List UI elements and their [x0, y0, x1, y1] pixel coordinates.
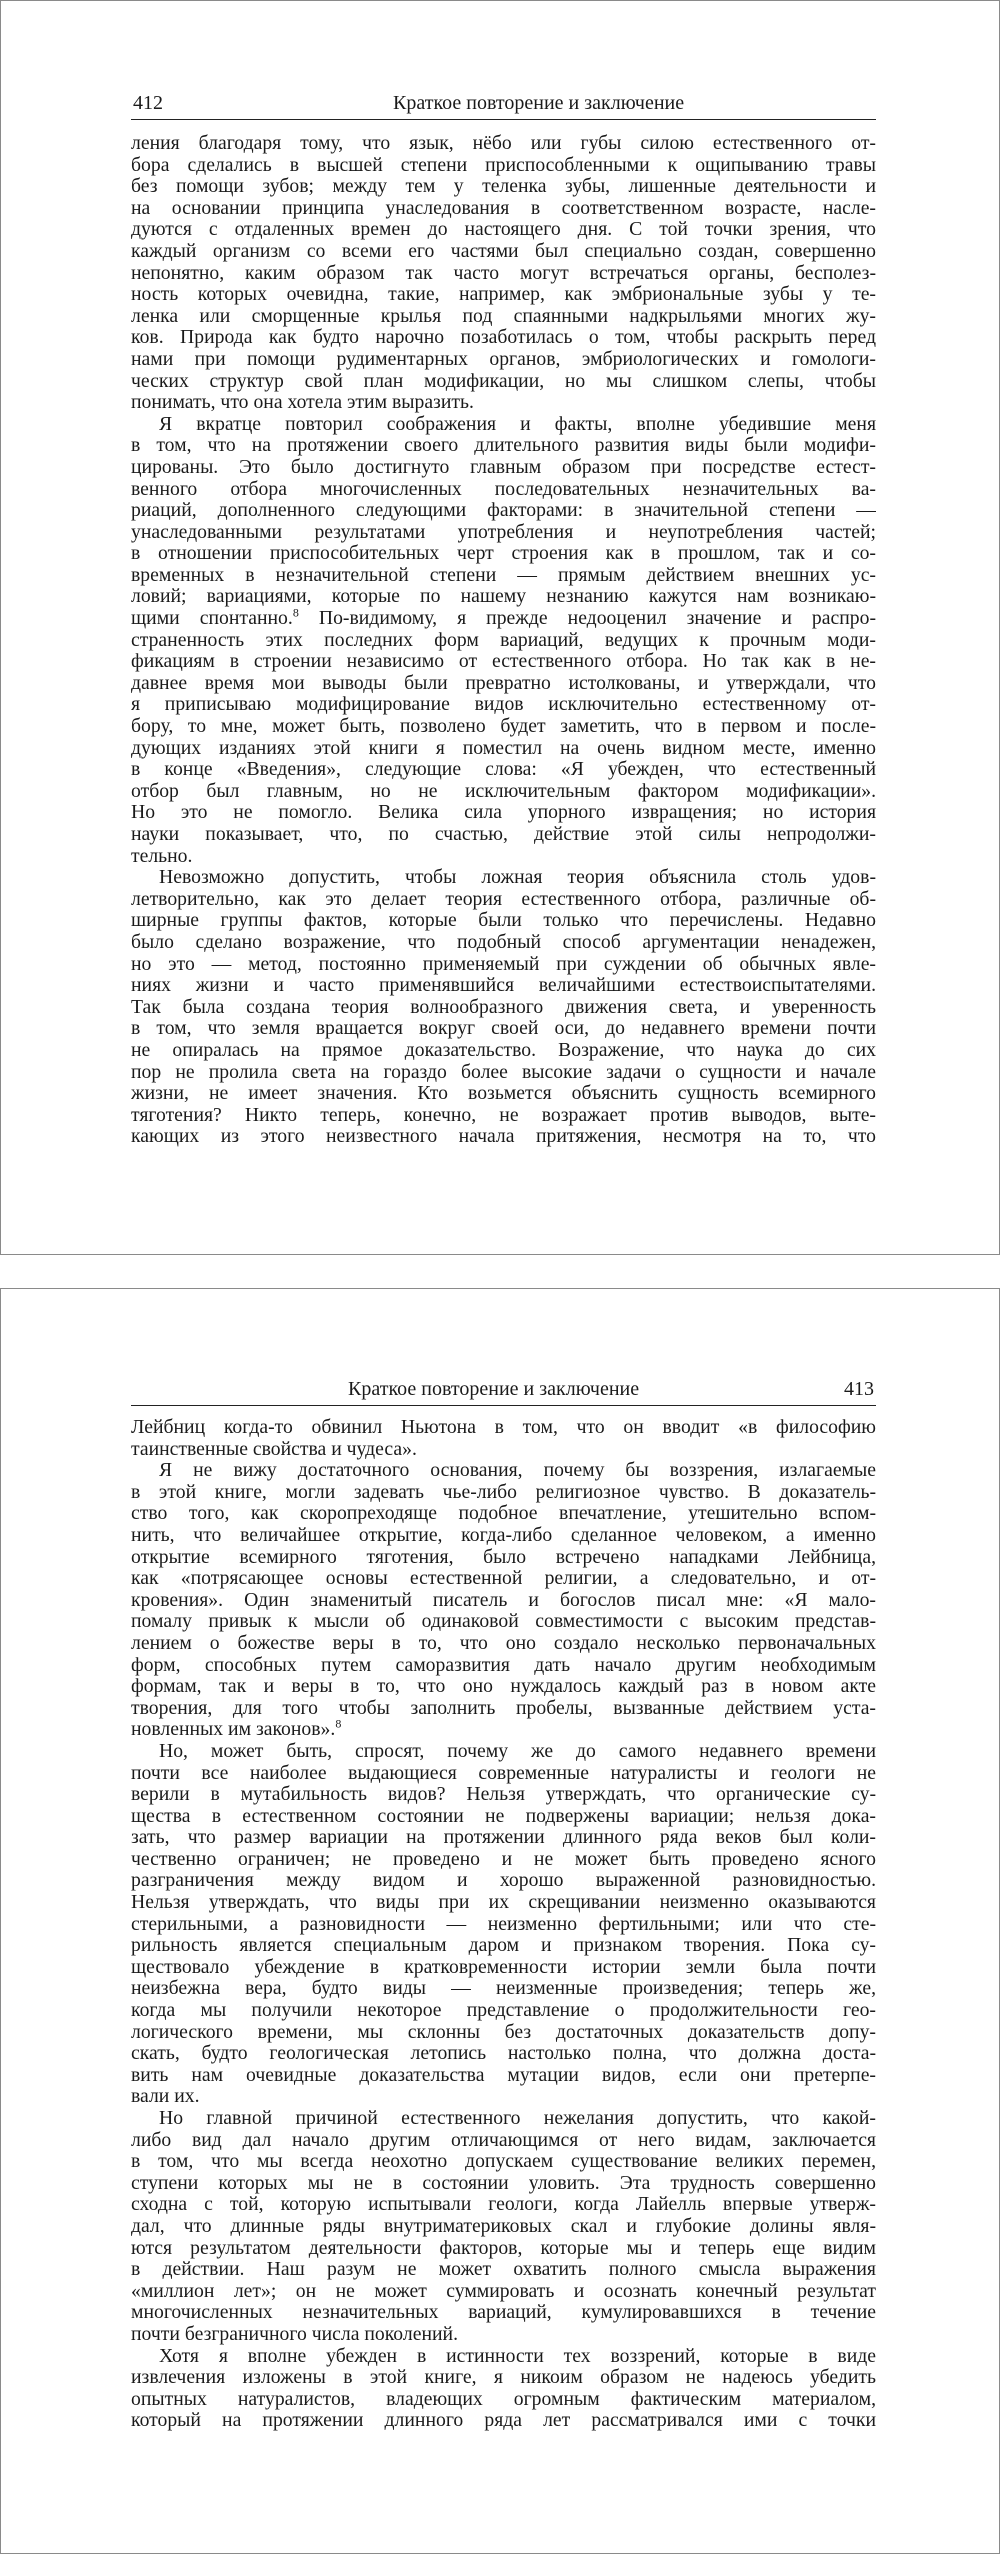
text-segment: вали их. [131, 2086, 200, 2108]
text-line [131, 824, 876, 846]
text-segment: Нельзя утверждать, что виды при их скрещивании неизменно оказываются [131, 1892, 876, 1914]
text-line [131, 2043, 876, 2065]
text-segment: нами при помощи рудиментарных органов, эмбриологических и гомологи- [131, 348, 876, 370]
text-line [131, 1126, 876, 1148]
text-segment: почти безграничного числа поколений. [131, 2323, 458, 2345]
text-segment: Я не вижу достаточного основания, почему бы воззрения, излагаемые [159, 1460, 876, 1482]
text-segment: щими спонтанно. [131, 608, 293, 630]
text-line [131, 1568, 876, 1590]
text-segment: бору, то мне, может быть, позволено будет заметить, что в первом и после- [131, 716, 876, 738]
text-segment: неизбежна вера, будто виды — неизменные произведения; теперь же, [131, 1978, 876, 2000]
text-line [131, 1978, 876, 2000]
text-line [131, 1590, 876, 1612]
text-segment: логического времени, мы склонны без достаточных доказательств допу- [131, 2021, 876, 2043]
text-segment: в конце «Введения», следующие слова: «Я убежден, что естественный [131, 759, 876, 781]
text-line [131, 2302, 876, 2324]
text-segment: каждый организм со всеми его частями был специально создан, совершенно [131, 240, 876, 262]
text-line [131, 1784, 876, 1806]
text-line [131, 349, 876, 371]
text-segment: скать, будто геологическая летопись настолько полна, что должна доста- [131, 2043, 876, 2065]
text-segment: рильность является специальным даром и признаком творения. Пока су- [131, 1935, 876, 1957]
text-segment: ность которых очевидна, такие, например, как эмбриональные зубы у те- [131, 284, 876, 306]
text-line [131, 975, 876, 997]
text-line [131, 392, 876, 414]
text-segment: ществовало убеждение в кратковременности истории земли была почти [131, 1956, 876, 1978]
text-segment: как «потрясающее основы естественной религии, а следовательно, и от- [131, 1568, 876, 1590]
text-segment: дал, что длинные ряды внутриматериковых скал и глубокие долины явля- [131, 2215, 876, 2237]
text-line [131, 500, 876, 522]
text-line [131, 522, 876, 544]
text-line [131, 910, 876, 932]
text-segment: бора сделались в высшей степени приспособленными к ощипыванию травы [131, 154, 876, 176]
text-segment: щества в естественном состоянии не подвержены вариации; нельзя дока- [131, 1805, 876, 1827]
text-segment: нить, что величайшее открытие, когда-либо сделанное человеком, а именно [131, 1524, 876, 1546]
text-segment: страненность этих последних форм вариаций, ведущих к прочным моди- [131, 629, 876, 651]
text-line [131, 1719, 876, 1741]
text-line [131, 997, 876, 1019]
text-segment: ческих структур свой план модификации, но мы слишком слепы, чтобы [131, 370, 876, 392]
text-line [131, 327, 876, 349]
text-segment: который на протяжении длинного ряда лет рассматривался ими с точки [131, 2410, 876, 2432]
book-page-412 [0, 0, 1000, 1255]
page-number: 412 [133, 92, 163, 114]
text-line [131, 1806, 876, 1828]
text-segment: сходна с той, которую испытывали геологи, когда Лайелль впервые утверж- [131, 2194, 876, 2216]
text-line [131, 263, 876, 285]
text-segment: извлечения изложены в этой книге, я никоим образом не надеюсь убедить [131, 2367, 876, 2389]
text-segment: летворительно, как это делает теория естественного отбора, различные об- [131, 888, 876, 910]
text-line [131, 1763, 876, 1785]
text-segment: давнее время мои выводы были превратно истолкованы, и утверждали, что [131, 672, 876, 694]
text-line [131, 781, 876, 803]
text-line [131, 2130, 876, 2152]
text-segment: отбор был главным, но не исключительным фактором модификации». [131, 780, 876, 802]
text-segment: ков. Природа как будто нарочно позаботилась о том, чтобы раскрыть перед [131, 327, 876, 349]
text-line [131, 1105, 876, 1127]
text-segment: открытие всемирного тяготения, было встречено нападками Лейбница, [131, 1546, 876, 1568]
text-line [131, 889, 876, 911]
text-segment: Но, может быть, спросят, почему же до самого недавнего времени [159, 1740, 876, 1762]
text-line [131, 1655, 876, 1677]
text-segment: без помощи зубов; между тем у теленка зубы, лишенные деятельности и [131, 176, 876, 198]
text-segment: Но это не помогло. Велика сила упорного извращения; но история [131, 802, 876, 824]
text-segment: либо вид дал начало другим отличающимся от него видам, заключается [131, 2129, 876, 2151]
text-segment: я приписываю модифицирование видов исключительно естественному от- [131, 694, 876, 716]
text-line [131, 2151, 876, 2173]
text-segment: жизни, не имеет значения. Кто возьмется объяснить сущность всемирного [131, 1083, 876, 1105]
text-line [131, 133, 876, 155]
text-line [131, 543, 876, 565]
text-line [131, 219, 876, 241]
text-line [131, 2281, 876, 2303]
text-segment: в этой книге, могли задевать чье-либо религиозное чувство. В доказатель- [131, 1481, 876, 1503]
text-segment: тяготения? Никто теперь, конечно, не возражает против выводов, выте- [131, 1104, 876, 1126]
text-segment: Так была создана теория волнообразного движения света, и уверенность [131, 996, 876, 1018]
text-segment: зать, что размер вариации на протяжении длинного ряда веков был коли- [131, 1827, 876, 1849]
text-segment: помалу привык к мысли об одинаковой совместимости с высоким представ- [131, 1611, 876, 1633]
text-segment: в том, что на протяжении своего длительного развития виды были модифи- [131, 435, 876, 457]
book-page-413 [0, 1288, 1000, 2554]
text-line [131, 802, 876, 824]
text-line [131, 1040, 876, 1062]
text-segment: формам, так и веры в то, что оно нуждалось каждый раз в новом акте [131, 1676, 876, 1698]
text-line [131, 846, 876, 868]
page-header [131, 1377, 876, 1406]
text-line [131, 2173, 876, 2195]
text-segment: когда мы получили некоторое представление о продолжительности гео- [131, 2000, 876, 2022]
text-line [131, 954, 876, 976]
text-line [131, 1935, 876, 1957]
text-line [131, 2000, 876, 2022]
text-segment: разграничения между видом и хорошо выраженной разновидностью. [131, 1870, 876, 1892]
text-line [131, 673, 876, 695]
text-line [131, 176, 876, 198]
text-line [131, 1870, 876, 1892]
text-segment: ниях жизни и часто применявшийся величайшими естествоиспытателями. [131, 975, 876, 997]
text-line [131, 716, 876, 738]
text-line [131, 651, 876, 673]
text-segment: было сделано возражение, что подобный способ аргументации ненадежен, [131, 931, 876, 953]
page-text [131, 1417, 876, 2432]
text-line [131, 2367, 876, 2389]
text-segment: Но главной причиной естественного нежелания допустить, что какой- [159, 2108, 876, 2129]
text-segment: «миллион лет»; он не может суммировать и осознать конечный результат [131, 2280, 876, 2302]
text-segment: Лейбниц когда-то обвинил Ньютона в том, что он вводит «в философию [131, 1417, 876, 1438]
text-segment: дуются с отдаленных времен до настоящего дня. С той точки зрения, что [131, 219, 876, 241]
text-line [131, 284, 876, 306]
page-header [131, 91, 876, 120]
text-segment: цированы. Это было достигнуто главным образом при посредстве естест- [131, 456, 876, 478]
text-segment: дующих изданиях этой книги я поместил на очень видном месте, именно [131, 737, 876, 759]
text-segment: в отношении приспособительных черт строения как в прошлом, так и со- [131, 543, 876, 565]
text-line [131, 1417, 876, 1439]
text-line [131, 586, 876, 608]
text-line [131, 1741, 876, 1763]
text-segment: фикациям в строении независимо от естественного отбора. Но так как в не- [131, 651, 876, 673]
text-segment: ширные группы фактов, которые были только что перечислены. Недавно [131, 910, 876, 932]
text-segment: чественно ограничен; не проведено и не может быть проведено ясного [131, 1848, 876, 1870]
text-segment: в том, что земля вращается вокруг своей оси, до недавнего времени почти [131, 1018, 876, 1040]
text-line [131, 2022, 876, 2044]
text-line [131, 1503, 876, 1525]
text-segment: многочисленных незначительных вариаций, кумулировавшихся в течение [131, 2302, 876, 2324]
text-line [131, 1018, 876, 1040]
text-line [131, 2346, 876, 2368]
text-segment: понимать, что она хотела этим выразить. [131, 392, 474, 414]
text-segment: пор не пролила света на гораздо более высокие задачи о сущности и начале [131, 1061, 876, 1083]
text-segment: науки показывает, что, по счастью, действие этой силы непродолжи- [131, 824, 876, 845]
text-line [131, 2086, 876, 2108]
text-line [131, 759, 876, 781]
text-line [131, 1482, 876, 1504]
text-line [131, 1676, 876, 1698]
text-line [131, 306, 876, 328]
text-segment: форм, способных путем саморазвития дать начало другим необходимым [131, 1654, 876, 1676]
text-line [131, 738, 876, 760]
text-segment: опытных натуралистов, владеющих огромным фактическим материалом, [131, 2388, 876, 2410]
text-segment: кровения». Один знаменитый писатель и богослов писал мне: «Я мало- [131, 1589, 876, 1611]
text-line [131, 1547, 876, 1569]
text-segment: ления благодаря тому, что язык, нёбо или губы силою естественного от- [131, 133, 876, 154]
text-line [131, 1611, 876, 1633]
footnote-marker: 8 [335, 1719, 342, 1731]
text-line [131, 2108, 876, 2130]
text-line [131, 1083, 876, 1105]
text-segment: ловий; вариациями, которые по нашему незнанию кажутся нам возникаю- [131, 586, 876, 608]
text-line [131, 414, 876, 436]
text-line [131, 1957, 876, 1979]
text-line [131, 198, 876, 220]
text-line [131, 2065, 876, 2087]
text-segment: творения, для того чтобы заполнить пробелы, вызванные действием уста- [131, 1697, 876, 1719]
text-line [131, 867, 876, 889]
text-segment: на основании принципа унаследования в соответственном возрасте, насле- [131, 197, 876, 219]
text-segment: ступени которых мы не в состоянии уловить. Эта трудность совершенно [131, 2172, 876, 2194]
text-segment: ются результатом деятельности факторов, которые мы и теперь еще видим [131, 2237, 876, 2259]
text-line [131, 1460, 876, 1482]
text-line [131, 2216, 876, 2238]
text-segment: Невозможно допустить, чтобы ложная теория объяснила столь удов- [159, 867, 876, 889]
text-line [131, 479, 876, 501]
text-line [131, 630, 876, 652]
text-line [131, 2410, 876, 2432]
text-segment: унаследованными результатами употребления и неупотребления частей; [131, 521, 876, 543]
text-segment: Хотя я вполне убежден в истинности тех воззрений, которые в виде [159, 2345, 876, 2367]
text-line [131, 1525, 876, 1547]
text-segment: не опиралась на прямое доказательство. Возражение, что наука до сих [131, 1039, 876, 1061]
page-number: 413 [844, 1378, 874, 1400]
text-line [131, 435, 876, 457]
text-line [131, 2259, 876, 2281]
text-line [131, 2324, 876, 2346]
text-line [131, 932, 876, 954]
text-line [131, 1827, 876, 1849]
text-segment: По-видимому, я прежде недооценил значение и распро- [298, 608, 876, 630]
text-segment: новленных им законов». [131, 1719, 336, 1741]
text-segment: кающих из этого неизвестного начала притяжения, несмотря на то, что [131, 1126, 876, 1148]
text-line [131, 565, 876, 587]
text-line [131, 155, 876, 177]
text-line [131, 2238, 876, 2260]
footnote-marker: 8 [292, 608, 299, 620]
text-line [131, 1062, 876, 1084]
text-segment: риаций, дополненного следующими факторами: в значительной степени — [131, 500, 876, 522]
text-segment: таинственные свойства и чудеса». [131, 1438, 417, 1460]
text-segment: Я вкратце повторил соображения и факты, вполне убедившие меня [159, 413, 876, 435]
text-line [131, 1698, 876, 1720]
text-line [131, 694, 876, 716]
text-line [131, 2389, 876, 2411]
text-segment: временных в незначительной степени — прямым действием внешних ус- [131, 564, 876, 586]
text-line [131, 1849, 876, 1871]
text-segment: верили в мутабильность видов? Нельзя утверждать, что органические су- [131, 1784, 876, 1806]
text-line [131, 371, 876, 393]
text-segment: в действии. Наш разум не может охватить полного смысла выражения [131, 2259, 876, 2281]
text-line [131, 608, 876, 630]
text-line [131, 1439, 876, 1461]
text-line [131, 1892, 876, 1914]
text-line [131, 2194, 876, 2216]
text-segment: но это — метод, постоянно применяемый при суждении об обычных явле- [131, 953, 876, 975]
text-segment: венного отбора многочисленных последовательных незначительных ва- [131, 478, 876, 500]
text-segment: в том, что мы всегда неохотно допускаем существование великих перемен, [131, 2151, 876, 2173]
text-line [131, 241, 876, 263]
text-line [131, 457, 876, 479]
text-line [131, 1914, 876, 1936]
text-segment: ленка или сморщенные крылья под спаянными надкрыльями многих жу- [131, 305, 876, 327]
text-segment: ство того, как скоропреходяще подобное впечатление, утешительно вспом- [131, 1503, 876, 1525]
running-title: Краткое повторение и заключение [348, 1378, 640, 1400]
text-segment: тельно. [131, 845, 193, 867]
text-segment: лением о божестве веры в то, что оно создало несколько первоначальных [131, 1632, 876, 1654]
text-segment: непонятно, каким образом так часто могут встречаться органы, бесполез- [131, 262, 876, 284]
text-segment: вить нам очевидные доказательства мутации видов, если они претерпе- [131, 2064, 876, 2086]
text-segment: стерильными, а разновидности — неизменно фертильными; или что сте- [131, 1913, 876, 1935]
running-title: Краткое повторение и заключение [393, 92, 685, 114]
page-text [131, 133, 876, 1148]
text-segment: почти все наиболее выдающиеся современные натуралисты и геологи не [131, 1762, 876, 1784]
text-line [131, 1633, 876, 1655]
